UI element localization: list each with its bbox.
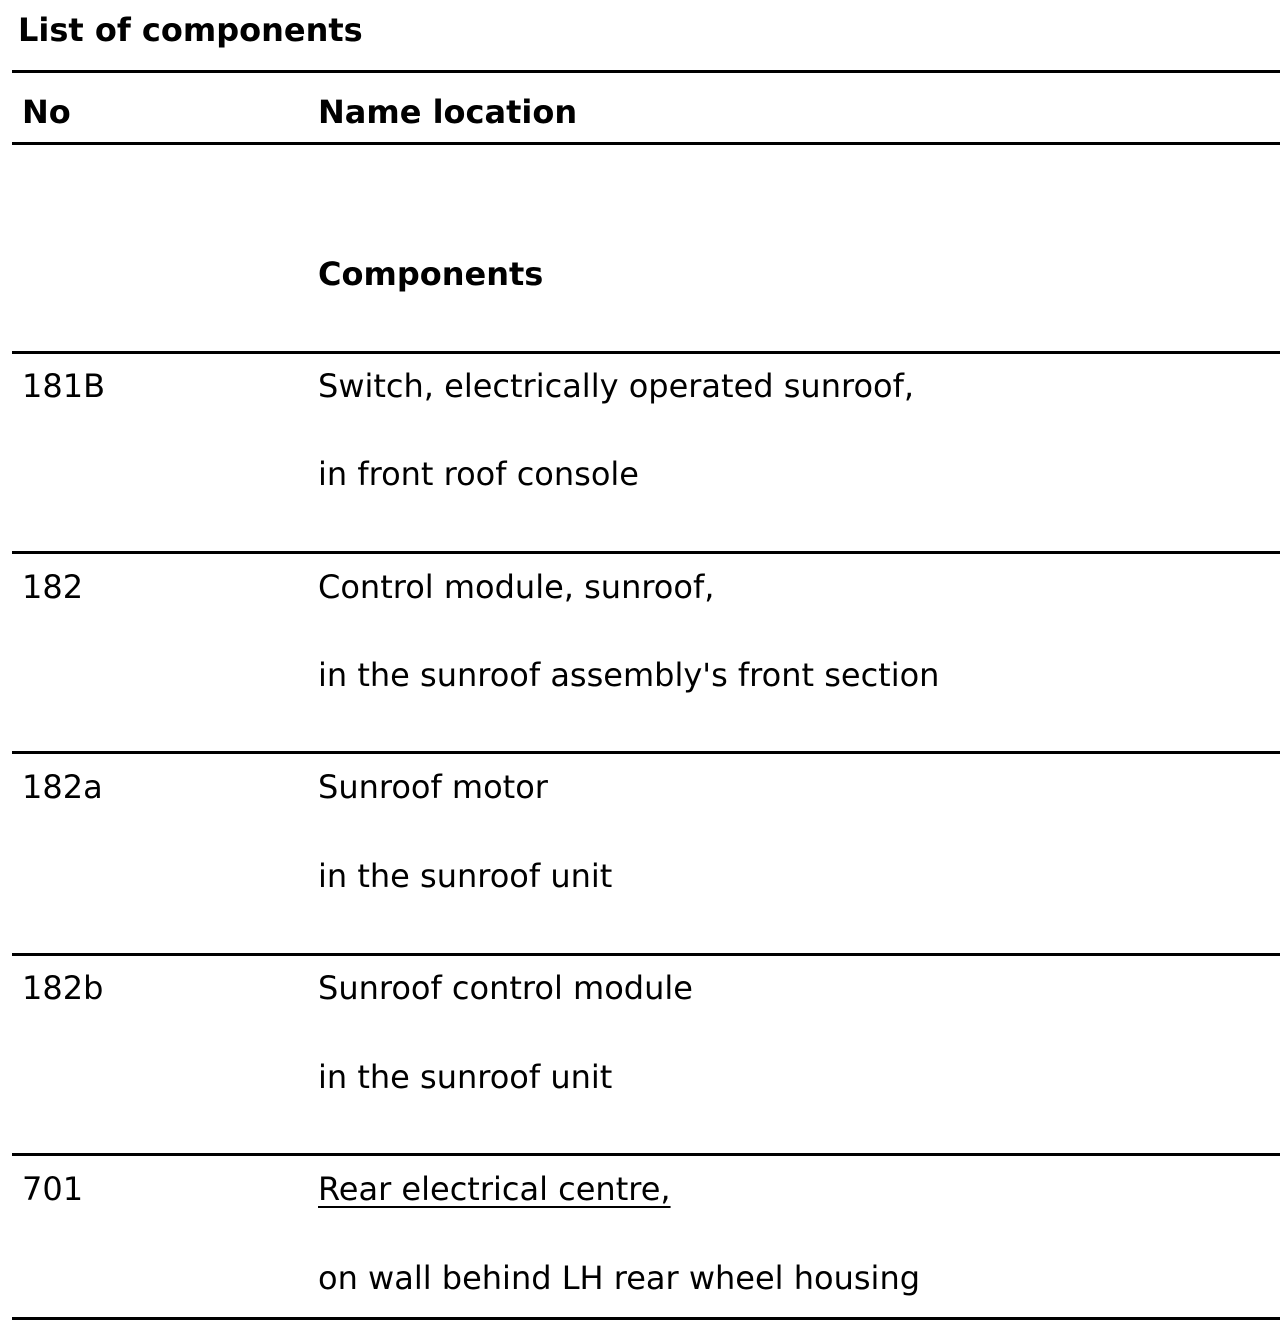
row-number: 182 [22,568,84,606]
row-location: in the sunroof unit [318,857,613,895]
row-location: in front roof console [318,455,639,493]
row-name: Rear electrical centre, [318,1170,671,1208]
table-top-rule [12,70,1280,73]
row-location: in the sunroof unit [318,1058,613,1096]
row-divider [12,1153,1280,1156]
header-name-location: Name location [318,93,578,131]
row-location: on wall behind LH rear wheel housing [318,1259,921,1297]
row-divider [12,751,1280,754]
row-name: Control module, sunroof, [318,568,715,606]
row-name: Sunroof control module [318,969,693,1007]
row-number: 182a [22,768,103,806]
header-rule [12,142,1280,145]
row-divider [12,551,1280,554]
row-divider [12,953,1280,956]
header-no: No [22,93,71,131]
document-title: List of components [18,11,363,49]
row-name: Switch, electrically operated sunroof, [318,367,915,405]
table-bottom-rule [12,1317,1280,1320]
row-number: 182b [22,969,104,1007]
row-number: 181B [22,367,106,405]
row-number: 701 [22,1170,84,1208]
row-divider [12,351,1280,354]
row-location: in the sunroof assembly's front section [318,656,940,694]
section-heading: Components [318,255,544,293]
row-name: Sunroof motor [318,768,548,806]
